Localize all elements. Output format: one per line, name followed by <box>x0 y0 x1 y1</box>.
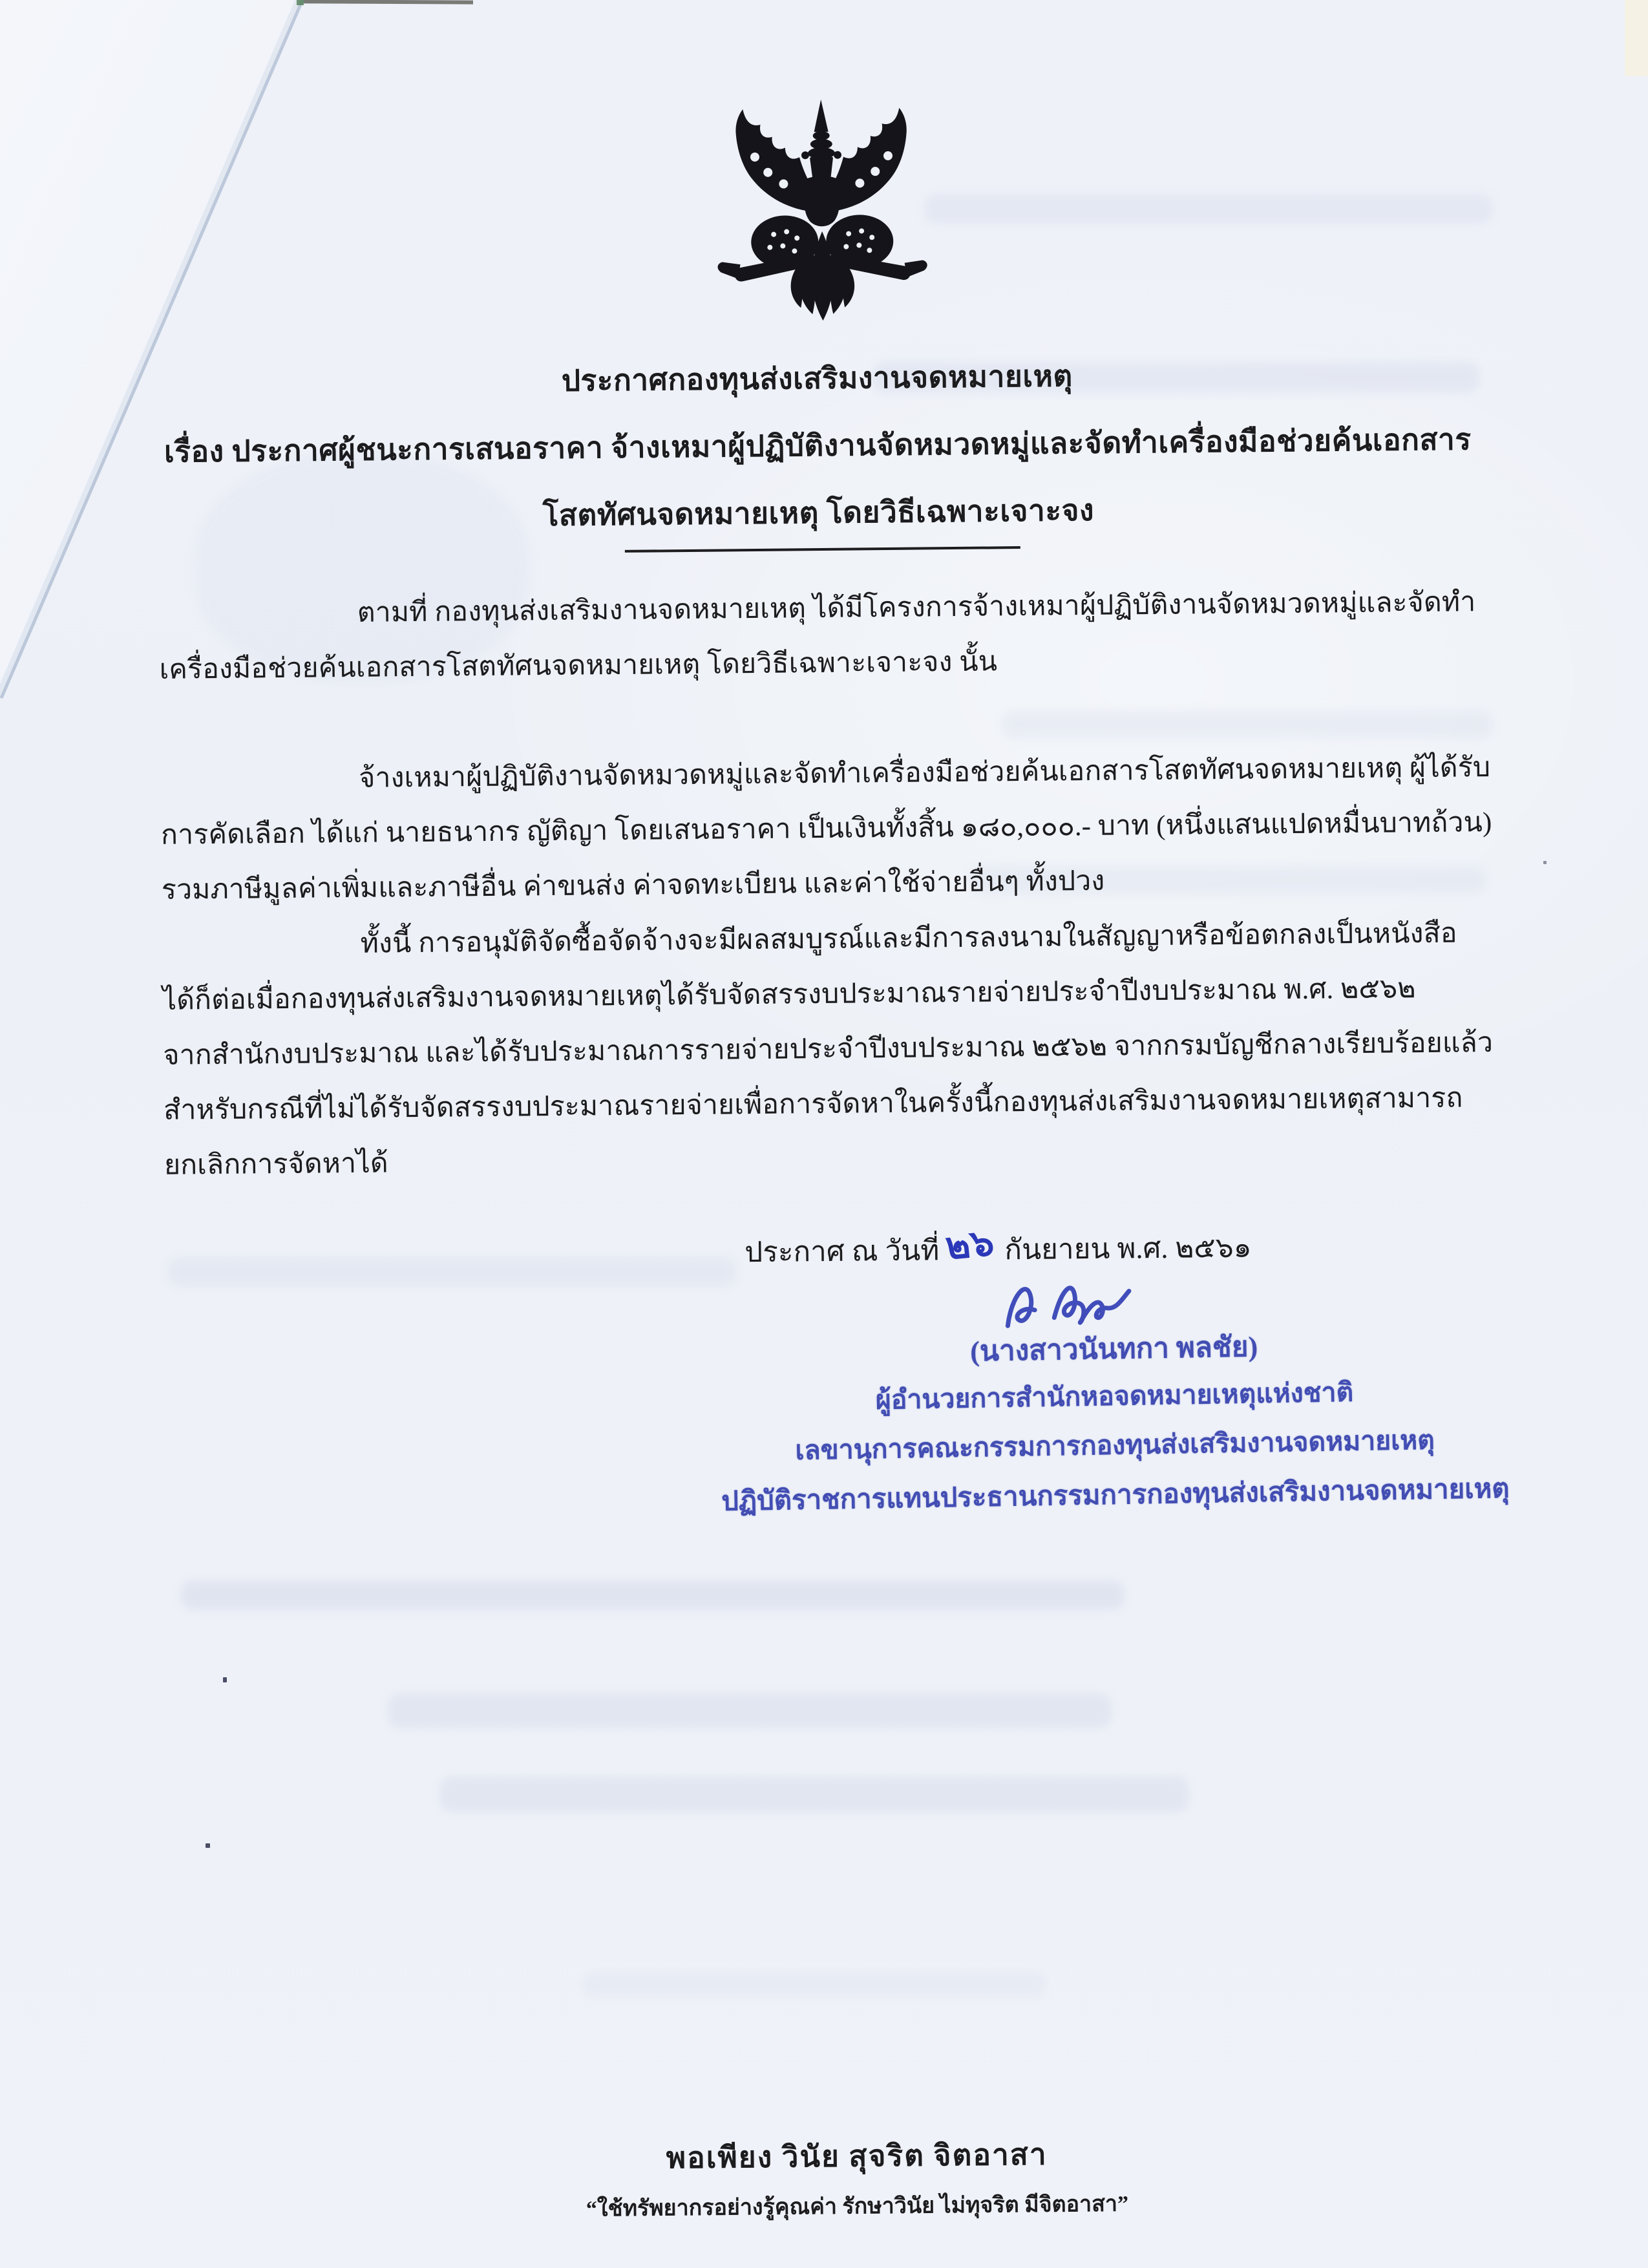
paragraph-line: เครื่องมือช่วยค้นเอกสารโสตทัศนจดหมายเหตุ โดยวิธีเฉพาะเจาะจง นั้น <box>159 646 998 685</box>
signatory-role-2: เลขานุการคณะกรรมการกองทุนส่งเสริมงานจดหมายเหตุ <box>795 1425 1435 1465</box>
paragraph-line: ทั้งนี้ การอนุมัติจัดซื้อจัดจ้างจะมีผลสมบูรณ์และมีการลงนามในสัญญาหรือข้อตกลงเป็นหนังสือ <box>360 918 1457 959</box>
signatory-name: (นางสาวนันทกา พลชัย) <box>969 1331 1258 1368</box>
document-title-line3: โสตทัศนจดหมายเหตุ โดยวิธีเฉพาะเจาะจง <box>542 493 1095 533</box>
paragraph-line: รวมภาษีมูลค่าเพิ่มและภาษีอื่น ค่าขนส่ง ค่าจดทะเบียน และค่าใช้จ่ายอื่นๆ ทั้งปวง <box>161 865 1105 906</box>
paragraph-line: สำหรับกรณีที่ไม่ได้รับจัดสรรงบประมาณรายจ่ายเพื่อการจัดหาในครั้งนี้กองทุนส่งเสริมงานจดหมายเหตุสามารถ <box>163 1083 1463 1126</box>
paragraph-line: ยกเลิกการจัดหาได้ <box>164 1148 388 1181</box>
title-divider-line <box>625 546 1020 553</box>
handwritten-day: ๒๖ <box>943 1220 997 1269</box>
garuda-emblem <box>713 96 931 328</box>
document-title-line1: ประกาศกองทุนส่งเสริมงานจดหมายเหตุ <box>561 359 1073 397</box>
paragraph-line: ได้ก็ต่อเมื่อกองทุนส่งเสริมงานจดหมายเหตุได้รับจัดสรรงบประมาณรายจ่ายประจำปีงบประมาณ พ.ศ. ๒๕๖๒ <box>162 973 1416 1016</box>
paragraph-line: การคัดเลือก ได้แก่ นายธนากร ญัติญา โดยเสนอราคา เป็นเงินทั้งสิ้น ๑๘๐,๐๐๐.- บาท (หนึ่งแสนแปดหมื่นบาทถ้วน) <box>160 807 1492 851</box>
signatory-role-3: ปฏิบัติราชการแทนประธานกรรมการกองทุนส่งเสริมงานจดหมายเหตุ <box>721 1474 1510 1517</box>
announcement-date-line <box>745 1213 1391 1279</box>
footer-motto: พอเพียง วินัย สุจริต จิตอาสา <box>666 2137 1048 2175</box>
date-suffix: กันยายน พ.ศ. ๒๕๖๑ <box>1004 1231 1252 1266</box>
date-prefix: ประกาศ ณ วันที่ <box>745 1235 940 1269</box>
footer-quote: “ใช้ทรัพยากรอย่างรู้คุณค่า รักษาวินัย ไม่ทุจริต มีจิตอาสา” <box>586 2192 1129 2221</box>
document-title-line2: เรื่อง ประกาศผู้ชนะการเสนอราคา จ้างเหมาผู้ปฏิบัติงานจัดหมวดหมู่และจัดทำเครื่องมือช่วยค้นเอกสาร <box>164 423 1472 469</box>
paragraph-line: จากสำนักงบประมาณ และได้รับประมาณการรายจ่ายประจำปีงบประมาณ ๒๕๖๒ จากกรมบัญชีกลางเรียบร้อยแล้ว <box>163 1028 1494 1071</box>
paragraph-line: จ้างเหมาผู้ปฏิบัติงานจัดหมวดหมู่และจัดทำเครื่องมือช่วยค้นเอกสารโสตทัศนจดหมายเหตุ ผู้ได้รับ <box>358 752 1491 794</box>
paragraph-line: ตามที่ กองทุนส่งเสริมงานจดหมายเหตุ ได้มีโครงการจ้างเหมาผู้ปฏิบัติงานจัดหมวดหมู่และจัดทำ <box>357 587 1476 628</box>
signatory-role-1: ผู้อำนวยการสำนักหอจดหมายเหตุแห่งชาติ <box>875 1377 1354 1415</box>
